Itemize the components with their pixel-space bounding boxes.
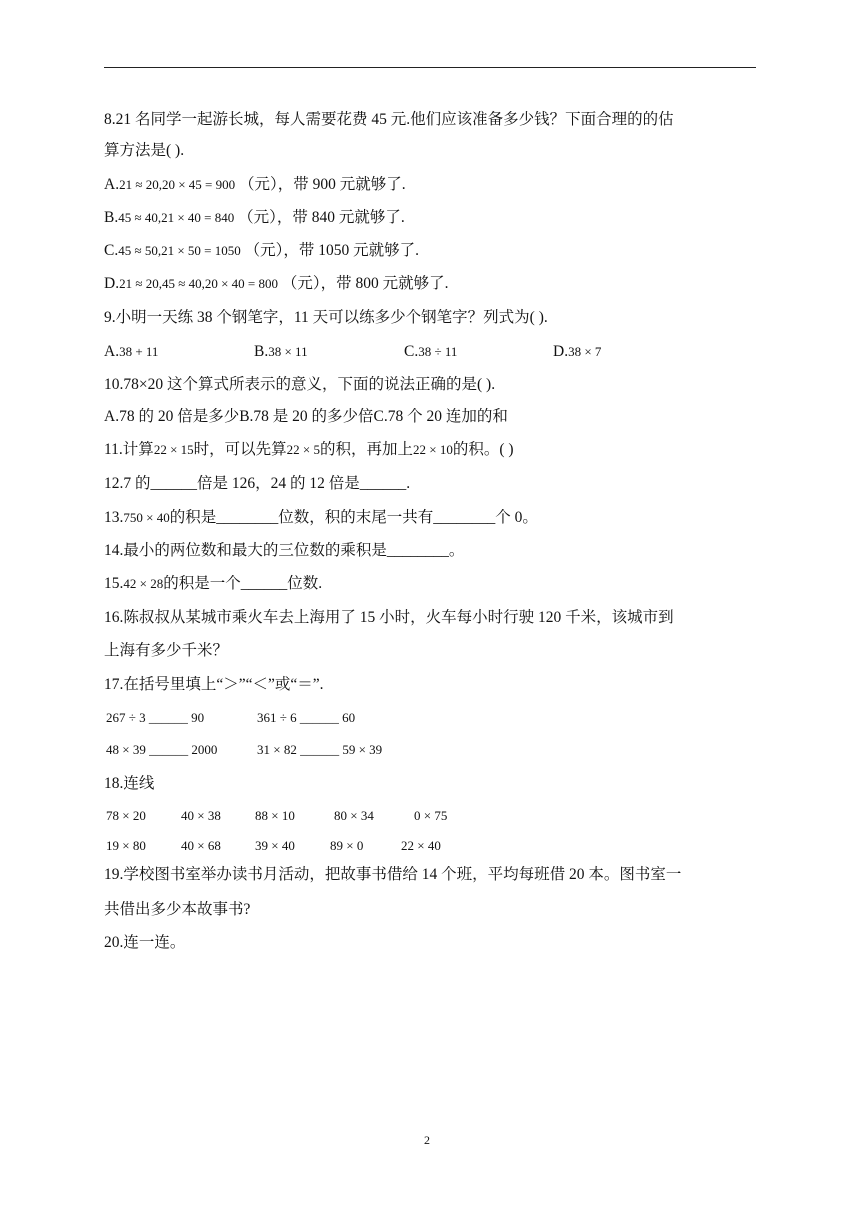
q13-stem: 13.750 × 40的积是________位数，积的末尾一共有________个 0。 [104,509,538,526]
q8-option-a [104,175,406,195]
q20-stem: 20.连一连。 [104,934,186,951]
q17-compare-2: 361 ÷ 6 ______ 60 [257,710,356,725]
q10-options: A.78 的 20 倍是多少B.78 是 20 的多少倍C.78 个 20 连加的和 [104,408,508,425]
header-rule [104,67,756,68]
q18-top-expr: 80 × 34 [334,808,374,823]
q18-bottom-expr: 39 × 40 [255,838,295,853]
q8-option-a-math: 21 ≈ 20,20 × 45 = 900 [119,177,236,192]
q16-stem-line1: 16.陈叔叔从某城市乘火车去上海用了 15 小时，火车每小时行驶 120 千米，该城市到 [104,609,674,626]
q8-option-d-label: D. [104,275,120,292]
q8-stem-line2: 算方法是( ). [104,142,185,159]
q8-option-c-label: C. [104,242,119,259]
q9-option-d: D.38 × 7 [553,343,602,360]
q9-option-b: B.38 × 11 [254,343,308,360]
q18-top-expr: 0 × 75 [414,808,448,823]
q8-option-a-text: （元），带 900 元就够了. [239,176,406,193]
q8-option-d-text: （元），带 800 元就够了. [281,275,449,292]
q18-top-expr: 88 × 10 [255,808,295,823]
q19-stem-line1: 19.学校图书室举办读书月活动，把故事书借给 14 个班，平均每班借 20 本。图书室一 [104,866,682,883]
q10-stem: 10.78×20 这个算式所表示的意义，下面的说法正确的是( ). [104,376,496,393]
q8-option-c-text: （元），带 1050 元就够了. [244,242,420,259]
q18-stem: 18.连线 [104,775,155,792]
q8-option-b-label: B. [104,209,119,226]
q18-bottom-expr: 19 × 80 [106,838,146,853]
q12-stem: 12.7 的______倍是 126，24 的 12 倍是______. [104,475,411,492]
q16-stem-line2: 上海有多少千米？ [104,642,229,659]
q14-stem: 14.最小的两位数和最大的三位数的乘积是________。 [104,542,465,559]
q8-stem-line1: 8.21 名同学一起游长城，每人需要花费 45 元.他们应该准备多少钱？下面合理的的估 [104,111,674,128]
q15-stem: 15.42 × 28的积是一个______位数. [104,575,323,592]
q17-stem: 17.在括号里填上“＞”“＜”或“＝”. [104,676,324,693]
q8-option-b-text: （元），带 840 元就够了. [238,209,405,226]
q8-option-c [104,241,419,261]
q18-bottom-expr: 22 × 40 [401,838,441,853]
q8-option-c-math: 45 ≈ 50,21 × 50 = 1050 [118,243,241,258]
q8-option-d-math: 21 ≈ 20,45 ≈ 40,20 × 40 = 800 [119,276,279,291]
q9-option-a: A.38 + 11 [104,343,159,360]
q19-stem-line2: 共借出多少本故事书? [104,901,251,918]
q11-stem: 11.计算22 × 15时，可以先算22 × 5的积，再加上22 × 10的积。( ) [104,441,514,458]
q17-compare-3: 48 × 39 ______ 2000 [106,742,218,757]
q17-compare-4: 31 × 82 ______ 59 × 39 [257,742,383,757]
q8-option-d [104,274,449,294]
q18-top-expr: 40 × 38 [181,808,221,823]
q8-option-b [104,208,405,228]
q18-bottom-expr: 40 × 68 [181,838,221,853]
q18-bottom-expr: 89 × 0 [330,838,364,853]
q8-option-a-label: A. [104,176,120,193]
q8-option-b-math: 45 ≈ 40,21 × 40 = 840 [118,210,235,225]
q17-compare-1: 267 ÷ 3 ______ 90 [106,710,205,725]
q9-stem: 9.小明一天练 38 个钢笔字，11 天可以练多少个钢笔字？列式为( ). [104,309,548,326]
page-number: 2 [424,1133,430,1147]
q18-top-expr: 78 × 20 [106,808,146,823]
q9-option-c: C.38 ÷ 11 [404,343,458,360]
